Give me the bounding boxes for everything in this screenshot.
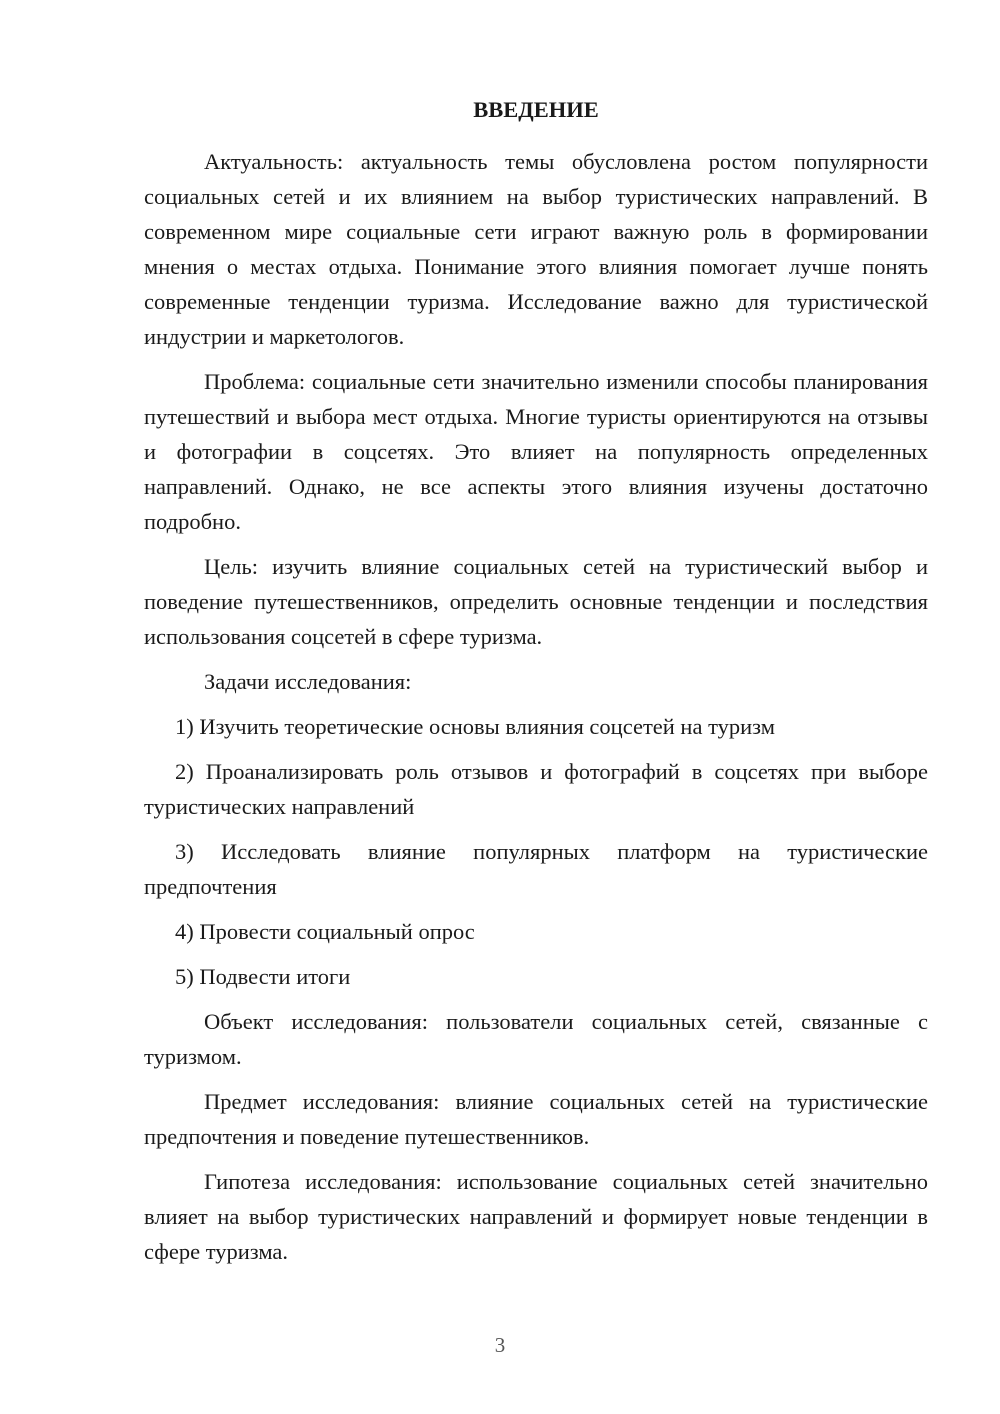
- relevance-paragraph: Актуальность: актуальность темы обусловлена ростом популярности социальных сетей и их влиянием на выбор туристических направлений. В современном мире социальные сети играют важную роль в формировании мнения о местах отдыха. Понимание этого влияния помогает лучше понять современные тенденции туризма. Исследование важно для туристической индустрии и маркетологов.: [144, 149, 928, 349]
- list-item: 2) Проанализировать роль отзывов и фотографий в соцсетях при выборе туристических направлений: [144, 759, 928, 819]
- list-item: 1) Изучить теоретические основы влияния соцсетей на туризм: [175, 714, 775, 739]
- page-number: 3: [494, 1333, 506, 1357]
- list-item: 5) Подвести итоги: [175, 964, 351, 989]
- list-item: 3) Исследовать влияние популярных платформ на туристические предпочтения: [144, 839, 928, 899]
- object-paragraph: Объект исследования: пользователи социальных сетей, связанные с туризмом.: [144, 1009, 928, 1069]
- list-item: 4) Провести социальный опрос: [175, 919, 475, 944]
- goal-paragraph: Цель: изучить влияние социальных сетей на туристический выбор и поведение путешественников, определить основные тенденции и последствия использования соцсетей в сфере туризма.: [144, 554, 928, 649]
- subject-paragraph: Предмет исследования: влияние социальных сетей на туристические предпочтения и поведение путешественников.: [144, 1089, 928, 1149]
- page-title: ВВЕДЕНИЕ: [473, 97, 599, 122]
- problem-paragraph: Проблема: социальные сети значительно изменили способы планирования путешествий и выбора мест отдыха. Многие туристы ориентируются на отзывы и фотографии в соцсетях. Это влияет на популярность определенных направлений. Однако, не все аспекты этого влияния изучены достаточно подробно.: [144, 369, 928, 534]
- tasks-heading: Задачи исследования:: [204, 669, 412, 694]
- hypothesis-paragraph: Гипотеза исследования: использование социальных сетей значительно влияет на выбор туристических направлений и формирует новые тенденции в сфере туризма.: [144, 1169, 928, 1264]
- tasks-list: [144, 709, 928, 994]
- document-page: [144, 95, 928, 1279]
